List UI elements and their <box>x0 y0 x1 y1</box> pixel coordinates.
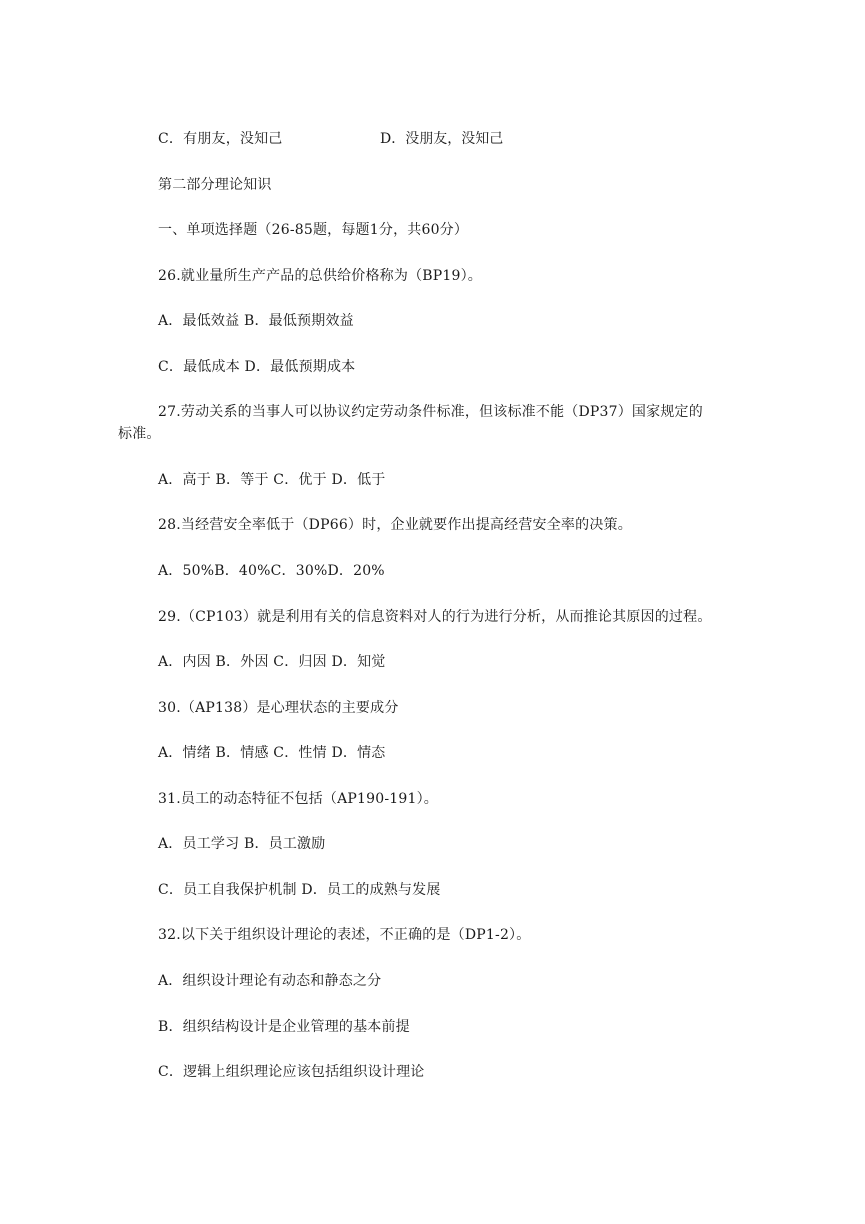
option-c-line: C．有朋友，没知己 <box>158 131 283 147</box>
question-29: 29.（CP103）就是利用有关的信息资料对人的行为进行分析，从而推论其原因的过程。 <box>158 609 712 625</box>
question-28: 28.当经营安全率低于（DP66）时，企业就要作出提高经营安全率的决策。 <box>158 517 632 533</box>
question-32-option-b: B．组织结构设计是企业管理的基本前提 <box>158 1019 410 1035</box>
question-26-options-cd: C．最低成本 D．最低预期成本 <box>158 359 356 375</box>
question-32-option-c: C．逻辑上组织理论应该包括组织设计理论 <box>158 1064 425 1080</box>
question-27: 27.劳动关系的当事人可以协议约定劳动条件标准，但该标准不能（DP37）国家规定的 <box>158 404 703 420</box>
question-27-options: A．高于 B．等于 C．优于 D．低于 <box>158 472 386 488</box>
question-29-options: A．内因 B．外因 C．归因 D．知觉 <box>158 654 386 670</box>
option-d-line: D．没朋友，没知己 <box>380 131 504 147</box>
question-26: 26.就业量所生产产品的总供给价格称为（BP19）。 <box>158 268 482 284</box>
question-31-options-ab: A．员工学习 B．员工激励 <box>158 836 326 852</box>
subsection-heading: 一、单项选择题（26-85题，每题1分，共60分） <box>158 222 469 238</box>
question-26-options-ab: A．最低效益 B．最低预期效益 <box>158 313 354 329</box>
question-30: 30.（AP138）是心理状态的主要成分 <box>158 700 399 716</box>
question-30-options: A．情绪 B．情感 C．性情 D．情态 <box>158 745 386 761</box>
question-32-option-a: A．组织设计理论有动态和静态之分 <box>158 973 382 989</box>
question-32: 32.以下关于组织设计理论的表述，不正确的是（DP1-2）。 <box>158 927 531 943</box>
question-28-options: A．50%B．40%C．30%D．20% <box>158 563 385 579</box>
question-27-continuation: 标准。 <box>118 426 161 442</box>
question-31: 31.员工的动态特征不包括（AP190-191）。 <box>158 791 438 807</box>
question-31-options-cd: C．员工自我保护机制 D．员工的成熟与发展 <box>158 882 441 898</box>
section-heading: 第二部分理论知识 <box>158 177 272 193</box>
